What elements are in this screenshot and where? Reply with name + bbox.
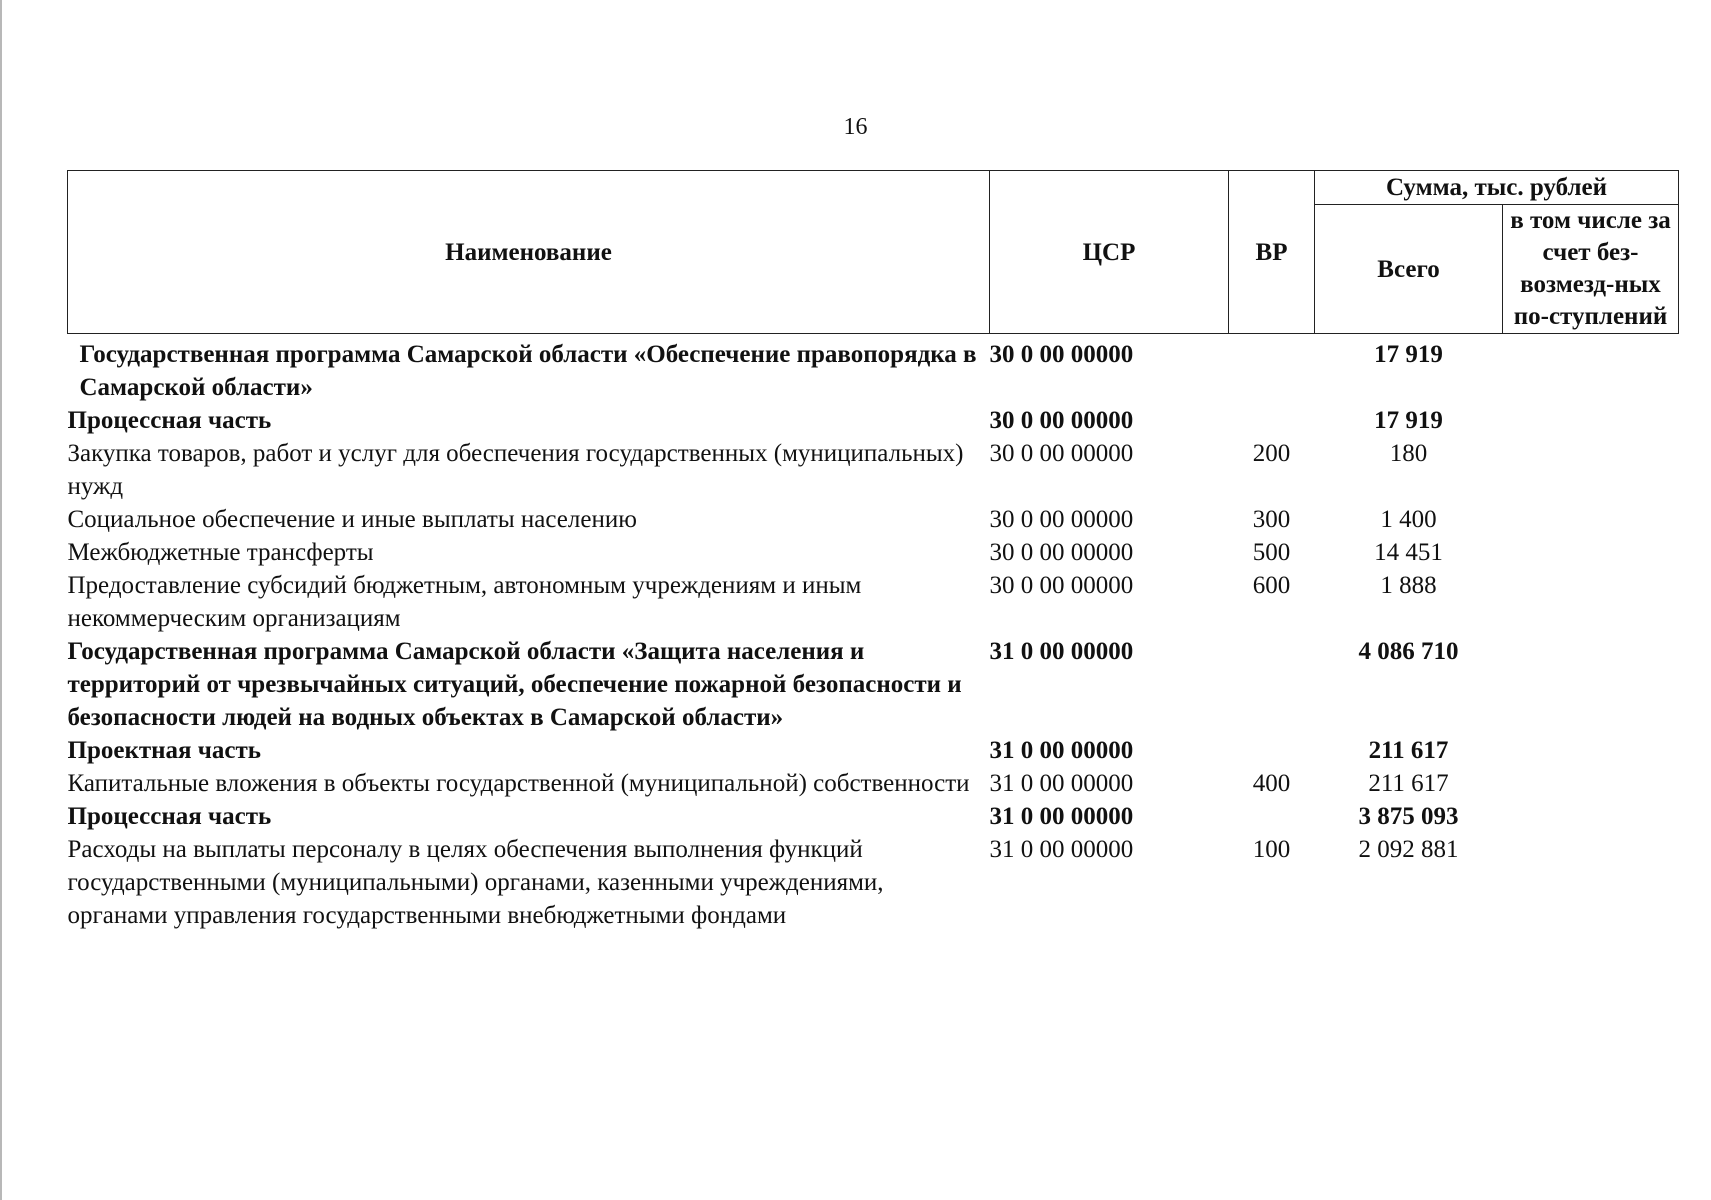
row-vr bbox=[1229, 800, 1315, 833]
row-gratis bbox=[1503, 767, 1679, 800]
row-total: 4 086 710 bbox=[1358, 638, 1459, 665]
header-csr: ЦСР bbox=[990, 171, 1229, 334]
row-csr: 30 0 00 00000 bbox=[989, 341, 1134, 368]
row-total: 180 bbox=[1389, 440, 1428, 467]
header-name: Наименование bbox=[68, 171, 990, 334]
row-gratis bbox=[1503, 536, 1679, 569]
row-csr: 30 0 00 00000 bbox=[989, 407, 1134, 434]
row-total: 211 617 bbox=[1368, 737, 1449, 764]
row-total: 17 919 bbox=[1374, 341, 1443, 368]
row-gratis bbox=[1503, 334, 1679, 405]
row-csr: 31 0 00 00000 bbox=[989, 737, 1134, 764]
table-row bbox=[68, 334, 1679, 405]
row-name: Проектная часть bbox=[67, 737, 262, 764]
header-vr: ВР bbox=[1229, 171, 1315, 334]
row-gratis bbox=[1503, 800, 1679, 833]
row-gratis bbox=[1503, 635, 1679, 734]
row-csr: 30 0 00 00000 bbox=[989, 572, 1134, 599]
row-vr: 200 bbox=[1252, 440, 1291, 467]
table-row bbox=[68, 800, 1679, 833]
row-csr: 31 0 00 00000 bbox=[989, 770, 1134, 797]
row-vr: 500 bbox=[1252, 539, 1291, 566]
table-row bbox=[68, 437, 1679, 503]
row-gratis bbox=[1503, 437, 1679, 503]
row-csr: 30 0 00 00000 bbox=[989, 539, 1134, 566]
row-gratis bbox=[1503, 569, 1679, 635]
table-row bbox=[68, 536, 1679, 569]
row-csr: 30 0 00 00000 bbox=[989, 440, 1134, 467]
row-vr: 300 bbox=[1252, 506, 1291, 533]
row-total: 211 617 bbox=[1368, 770, 1449, 797]
row-csr: 31 0 00 00000 bbox=[989, 803, 1134, 830]
row-name: Процессная часть bbox=[67, 803, 272, 830]
header-sum-group: Сумма, тыс. рублей bbox=[1315, 171, 1679, 205]
header-total: Всего bbox=[1315, 205, 1503, 334]
row-gratis bbox=[1503, 833, 1679, 932]
row-csr: 31 0 00 00000 bbox=[989, 638, 1134, 665]
row-vr bbox=[1229, 404, 1315, 437]
row-total: 14 451 bbox=[1374, 539, 1443, 566]
row-name: Государственная программа Самарской области «Защита населения и территорий от чрезвычайных ситуаций, обеспечение пожарной безопасности и безопасности людей на водных объектах в Самарской области» bbox=[67, 638, 962, 731]
row-name: Закупка товаров, работ и услуг для обеспечения государственных (муниципальных) нужд bbox=[67, 440, 964, 500]
table-row bbox=[68, 767, 1679, 800]
row-name: Капитальные вложения в объекты государственной (муниципальной) собственности bbox=[67, 770, 970, 797]
header-gratis: в том числе за счет без-возмезд-ных по-ступлений bbox=[1503, 205, 1679, 334]
page-number: 16 bbox=[843, 114, 868, 140]
row-gratis bbox=[1503, 503, 1679, 536]
row-vr bbox=[1229, 635, 1315, 734]
table-row bbox=[68, 734, 1679, 767]
row-total: 17 919 bbox=[1374, 407, 1443, 434]
row-name: Процессная часть bbox=[67, 407, 272, 434]
row-vr bbox=[1229, 334, 1315, 405]
row-vr: 400 bbox=[1252, 770, 1291, 797]
row-total: 1 400 bbox=[1380, 506, 1437, 533]
table-row bbox=[68, 833, 1679, 932]
row-vr bbox=[1229, 734, 1315, 767]
row-total: 2 092 881 bbox=[1358, 836, 1459, 863]
row-name: Предоставление субсидий бюджетным, автономным учреждениям и иным некоммерческим организациям bbox=[67, 572, 862, 632]
table-row bbox=[68, 569, 1679, 635]
table-body bbox=[68, 334, 1679, 933]
row-vr: 600 bbox=[1252, 572, 1291, 599]
table-row bbox=[68, 503, 1679, 536]
row-total: 3 875 093 bbox=[1358, 803, 1459, 830]
scan-edge-line bbox=[0, 0, 2, 1200]
row-name: Расходы на выплаты персоналу в целях обеспечения выполнения функций государственными (муниципальными) органами, казенными учреждениями, органами управления государственными внебюджетными фондами bbox=[67, 836, 884, 929]
row-name: Межбюджетные трансферты bbox=[67, 539, 374, 566]
table-row bbox=[68, 635, 1679, 734]
row-name: Государственная программа Самарской области «Обеспечение правопорядка в Самарской области» bbox=[79, 341, 977, 401]
row-vr: 100 bbox=[1252, 836, 1291, 863]
row-csr: 31 0 00 00000 bbox=[989, 836, 1134, 863]
row-gratis bbox=[1503, 734, 1679, 767]
row-gratis bbox=[1503, 404, 1679, 437]
table-row bbox=[68, 404, 1679, 437]
row-total: 1 888 bbox=[1380, 572, 1437, 599]
table-header bbox=[68, 171, 1679, 334]
row-csr: 30 0 00 00000 bbox=[989, 506, 1134, 533]
budget-table bbox=[67, 170, 1679, 932]
row-name: Социальное обеспечение и иные выплаты населению bbox=[67, 506, 637, 533]
